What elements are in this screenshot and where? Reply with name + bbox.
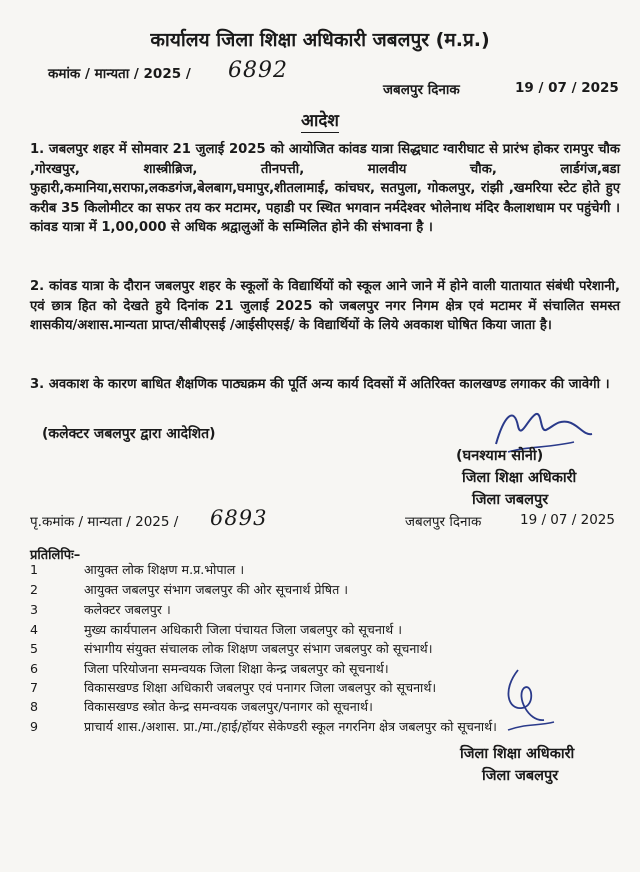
signatory-designation: जिला शिक्षा अधिकारी — [462, 470, 577, 486]
signatory-location: जिला जबलपुर — [472, 492, 549, 508]
reference-number-handwritten: 6892 — [228, 58, 288, 83]
order-paragraph-2: 2. कांवड यात्रा के दौरान जबलपुर शहर के स्कूलों के विद्यार्थियों को स्कूल आने जाने में होने वाली यातायात संबंधी परेशानी, एवं छात्र हित को देखते हुये दिनांक 21 जुलाई 2025 को जबलपुर नगर निगम क्षेत्र एवं मटामर में संचालित समस्त शासकीय/अशास.मान्यता प्राप्त/सीबीएसई /आईसीएसई/ के विद्यार्थियों के लिये अवकाश घोषित किया जाता है। — [30, 279, 620, 333]
order-paragraph-3: 3. अवकाश के कारण बाधित शैक्षणिक पाठ्यक्रम की पूर्ति अन्य कार्य दिवसों में अतिरिक्त कालखण्ड लगाकर की जावेगी । — [30, 377, 610, 392]
place-date-label: जबलपुर दिनाक — [383, 82, 460, 98]
endorsement-signatory-location: जिला जबलपुर — [482, 768, 559, 784]
document-page: कार्यालय जिला शिक्षा अधिकारी जबलपुर (म.प्र.) कमांक / मान्यता / 2025 / 6892 जबलपुर दिनाक 19 / 07 / 2025 आदेश 1. जबलपुर शहर में सोमवार 21 जुलाई 2025 को आयोजित कांवड यात्रा सिद्धघाट ग्वारीघाट से प्रारंभ होकर रामपुर चौक ,गोरखपुर, शास्त्रीब्रिज, तीनपत्ती, मालवीय चौक, लार्डगंज,बडा फुहारी,कमानिया,सराफा,लकडगंज,बेलबाग,घमापुर,शीतलामाई, कांचघर, सतपुला, गोकलपुर, रांझी ,खमरिया स्टेट होते हुए करीब 35 किलोमीटर का सफर तय कर मटामर, पहाडी पर स्थित भगवान नर्मदेश्वर भोलेनाथ मंदिर कैलाशधाम पर पहुंचेगी । कांवड यात्रा में 1,00,000 से अधिक श्रद्वालुओं के सम्मिलित होने की संभावना है । 2. कांवड यात्रा के दौरान जबलपुर शहर के स्कूलों के विद्यार्थियों को स्कूल आने जाने में होने वाली यातायात संबंधी परेशानी, एवं छात्र हित को देखते हुये दिनांक 21 जुलाई 2025 को जबलपुर नगर निगम क्षेत्र एवं मटामर में संचालित समस्त शासकीय/अशास.मान्यता प्राप्त/सीबीएसई /आईसीएसई/ के विद्यार्थियों के लिये अवकाश घोषित किया जाता है। 3. अवकाश के कारण बाधित शैक्षणिक पाठ्यक्रम की पूर्ति अन्य कार्य दिवसों में अतिरिक्त कालखण्ड लगाकर की जावेगी । (कलेक्टर जबलपुर द्वारा आदेशित) (घनश्याम सोनी) जिला शिक्षा अधिकारी जिला जबलपुर पृ.कमांक / मान्यता / 2025 / 6893 जबलपुर दिनाक 19 / 07 / 2025 प्रतिलिपिः– 1 आयुक्त लोक शिक्षण म.प्र.भोपाल । 2 आयुक्त जबलपुर संभाग जबलपुर की ओर सूचनार्थ प्रेषित । 3 कलेक्टर जबलपुर । 4 मुख्य कार्यपालन अधिकारी जिला पंचायत जिला जबलपुर को सूचनार्थ । 5 संभागीय संयुक्त संचालक लोक शिक्षण जबलपुर संभाग जबलपुर को सूचनार्थ। 6 जिला परियोजना समन्वयक जिला शिक्षा केन्द्र जबलपुर को सूचनार्थ। 7 विकासखण्ड शिक्षा अधिकारी जबलपुर एवं पनागर जिला जबलपुर को सूचनार्थ। 8 विकासखण्ड स्त्रोत केन्द्र समन्वयक जबलपुर/पनागर को सूचनार्थ। 9 प्राचार्य शास./अशास. प्रा./मा./हाई/हॉयर सेकेण्डरी स्कूल नगरनिग क्षेत्र जबलपुर को सूचनार्थ। जिला शिक्षा अधिकारी जिला जबलपुर — [0, 0, 640, 872]
office-title: कार्यालय जिला शिक्षा अधिकारी जबलपुर (म.प्र.) — [150, 29, 490, 51]
endorsement-signatory-designation: जिला शिक्षा अधिकारी — [460, 746, 575, 762]
order-authority: (कलेक्टर जबलपुर द्वारा आदेशित) — [42, 426, 216, 442]
endorsement-place-date-label: जबलपुर दिनाक — [405, 514, 482, 530]
endorsement-date: 19 / 07 / 2025 — [520, 512, 615, 528]
signatory-name: (घनश्याम सोनी) — [456, 448, 544, 464]
reference-label: कमांक / मान्यता / 2025 / — [48, 66, 191, 82]
copy-to-title: प्रतिलिपिः– — [30, 548, 81, 563]
endorsement-signature — [488, 660, 568, 750]
order-paragraph-1: 1. जबलपुर शहर में सोमवार 21 जुलाई 2025 को आयोजित कांवड यात्रा सिद्धघाट ग्वारीघाट से प्रारंभ होकर रामपुर चौक ,गोरखपुर, शास्त्रीब्रिज, तीनपत्ती, मालवीय चौक, लार्डगंज,बडा फुहारी,कमानिया,सराफा,लकडगंज,बेलबाग,घमापुर,शीतलामाई, कांचघर, सतपुला, गोकलपुर, रांझी ,खमरिया स्टेट होते हुए करीब 35 किलोमीटर का सफर तय कर मटामर, पहाडी पर स्थित भगवान नर्मदेश्वर भोलेनाथ मंदिर कैलाशधाम पर पहुंचेगी । कांवड यात्रा में 1,00,000 से अधिक श्रद्वालुओं के सम्मिलित होने की संभावना है । — [30, 142, 620, 235]
endorsement-number-handwritten: 6893 — [210, 506, 268, 530]
order-date: 19 / 07 / 2025 — [515, 80, 619, 96]
endorsement-reference-label: पृ.कमांक / मान्यता / 2025 / — [30, 514, 179, 530]
order-heading: आदेश — [301, 111, 339, 131]
